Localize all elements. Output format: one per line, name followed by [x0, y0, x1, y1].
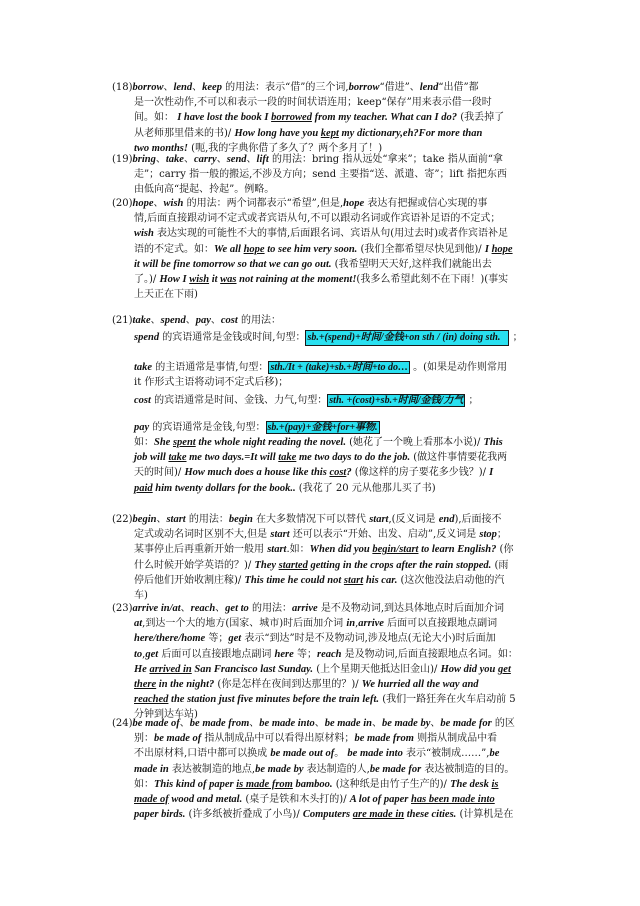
item-18-line-2: 间。如： I have lost the book I borrowed from my teacher. What can I do? (我丢掉了: [134, 112, 505, 124]
cost-pattern: cost 的宾语通常是时间、金钱、力气,句型： sth. +(cost)+sb.+时间/金钱/力气 ；: [134, 394, 479, 406]
item-23-line-6: reached the station just five minutes before the train left. (我们一路狂奔在火车启动前 5: [134, 694, 516, 706]
item-20-line-6: 上天正在下雨): [134, 289, 198, 301]
item-21-ex-0: 如：She spent the whole night reading the novel. (她花了一个晚上看那本小说)/ This: [134, 437, 503, 449]
item-24-line-3: made in 表达被制造的地点,be made by 表达制造的人,be made for 表达被制造的目的。: [134, 763, 515, 775]
item-19-line-0: (19)bring、take、carry、send、lift 的用法：bring 指从远处“拿来”；take 指从面前“拿: [112, 154, 503, 165]
item-21-ex-3: paid him twenty dollars for the book.. (我花了 20 元从他那儿买了书): [134, 482, 436, 494]
item-22-line-0: (22)begin、start 的用法：begin 在大多数情况下可以替代 start,(反义词是 end),后面接不: [112, 514, 502, 525]
pay-pattern-box: sb.+(pay)+金钱+for+事物.: [267, 421, 378, 433]
item-22-line-2: 某事停止后再重新开始一般用 start.如：When did you begin/start to learn English? (你: [134, 544, 514, 556]
item-22-line-1: 定式或动名词时区别不大,但是 start 还可以表示“开始、出发、启动”,反义词是 stop；: [134, 529, 507, 541]
item-20: [112, 196, 552, 302]
item-21-ex-1: job will take me two days.=It will take me two days to do the job. (做这件事情要花我两: [134, 452, 508, 464]
item-24: [112, 716, 552, 822]
item-18: [112, 80, 552, 156]
spend-pattern-box: sb.+(spend)+时间/金钱+on sth / (in) doing sth.: [305, 330, 509, 346]
item-20-line-1: 情,后面直接跟动词不定式或者宾语从句,不可以跟动名词或作宾语补足语的不定式；: [134, 213, 501, 225]
item-24-line-2: 不出原材料,口语中都可以换成 be made out of。 be made into 表示“被制成……”,be: [134, 748, 500, 760]
item-23-line-2: here/there/home 等；get 表示“到达”时是不及物动词,涉及地点(无论大小)时后面加: [134, 633, 496, 645]
item-22-line-3: 什么时候开始学英语的？)/ They started getting in the crops after the rain stopped. (雨: [134, 559, 509, 571]
item-18-line-1: 是一次性动作,不可以和表示一段的时间状语连用；keep“保存”用来表示借一段时: [134, 97, 492, 109]
item-19-line-2: 由低向高“提起、拎起”。例略。: [134, 184, 275, 196]
item-23-line-3: to,get 后面可以直接跟地点副词 here 等；reach 是及物动词,后面直接跟地点名词。如：: [134, 648, 518, 660]
item-18-line-0: (18)borrow、lend、keep 的用法：表示“借”的三个词,borrow“借进”、lend“出借”都: [112, 82, 479, 93]
item-18-line-4: two months! (呃,我的字典你借了多久了？两个多月了！): [134, 142, 383, 154]
item-24-line-4: 如：This kind of paper is made from bamboo. (这种纸是由竹子生产的)/ The desk is: [134, 778, 499, 790]
item-23-line-4: He arrived in San Francisco last Sunday. (上个星期天他抵达旧金山)/ How did you get: [134, 663, 511, 675]
item-18-line-3: 从老师那里借来的书)/ How long have you kept my dictionary,eh?For more than: [134, 127, 483, 139]
pay-pattern: pay 的宾语通常是金钱,句型： sb.+(pay)+金钱+for+事物.: [134, 421, 378, 433]
item-20-line-3: 语的不定式。如：We all hope to see him very soon. (我们全都希望尽快见到他)/ I hope: [134, 243, 513, 255]
item-24-line-6: paper birds. (许多纸被折叠成了小鸟)/ Computers are made in these cities. (计算机是在: [134, 809, 514, 821]
take-pattern-box: sth./It + (take)+sb.+时间+to do…: [270, 362, 408, 374]
item-22-line-4: 停后他们开始收割庄稼)/ This time he could not start his car. (这次他没法启动他的汽: [134, 574, 505, 586]
item-23-line-7: 分钟到达车站): [134, 709, 198, 721]
item-22-line-5: 车): [134, 590, 148, 602]
item-24-line-0: (24)be made of、be made from、be made into、be made in、be made by、be made for 的区: [112, 718, 515, 729]
item-24-line-5: made of wood and metal. (桌子是铁和木头打的)/ A lot of paper has been made into: [134, 794, 495, 806]
item-23: [112, 601, 552, 723]
item-24-line-1: 别：be made of 指从制成品中可以看得出原材料；be made from 则指从制成品中看: [134, 733, 498, 745]
item-20-line-2: wish 表达实现的可能性不大的事情,后面跟名词、宾语从句(用过去时)或者作宾语补足: [134, 228, 509, 240]
item-22: [112, 512, 552, 603]
item-20-line-0: (20)hope、wish 的用法：两个词都表示“希望”,但是,hope 表达有把握或信心实现的事: [112, 198, 488, 209]
item-21: [112, 313, 552, 496]
cost-pattern-box: sth. +(cost)+sb.+时间/金钱/力气: [329, 394, 464, 406]
take-pattern-note: it 作形式主语将动词不定式后移)；: [134, 377, 289, 389]
item-20-line-5: 了。)/ How I wish it was not raining at the moment!(我多么希望此刻不在下雨！)(事实: [134, 274, 509, 286]
item-21-intro: (21)take、spend、pay、cost 的用法：: [112, 315, 281, 326]
item-23-line-0: (23)arrive in/at、reach、get to 的用法：arrive 是不及物动词,到达具体地点时后面加介词: [112, 603, 505, 614]
item-23-line-5: there in the night? (你是怎样在夜间到达那里的？)/ We hurried all the way and: [134, 679, 479, 691]
item-23-line-1: at,到达一个大的地方(国家、城市)时后面加介词 in,arrive 后面可以直接跟地点副词: [134, 618, 498, 630]
item-21-ex-2: 天的时间)/ How much does a house like this cost? (像这样的房子要花多少钱？)/ I: [134, 467, 494, 479]
take-pattern: take 的主语通常是事情,句型： sth./It + (take)+sb.+时间+to do… 。(如果是动作则常用: [134, 362, 508, 374]
item-20-line-4: it will be fine tomorrow so that we can go out. (我希望明天天好,这样我们就能出去: [134, 258, 492, 270]
item-19: [112, 152, 552, 198]
spend-pattern: spend 的宾语通常是金钱或时间,句型： sb.+(spend)+时间/金钱+on sth / (in) doing sth. ；: [112, 330, 552, 346]
item-19-line-1: 走”；carry 指一般的搬运,不涉及方向；send 主要指“送、派遣、寄”；lift 指把东西: [134, 169, 507, 181]
